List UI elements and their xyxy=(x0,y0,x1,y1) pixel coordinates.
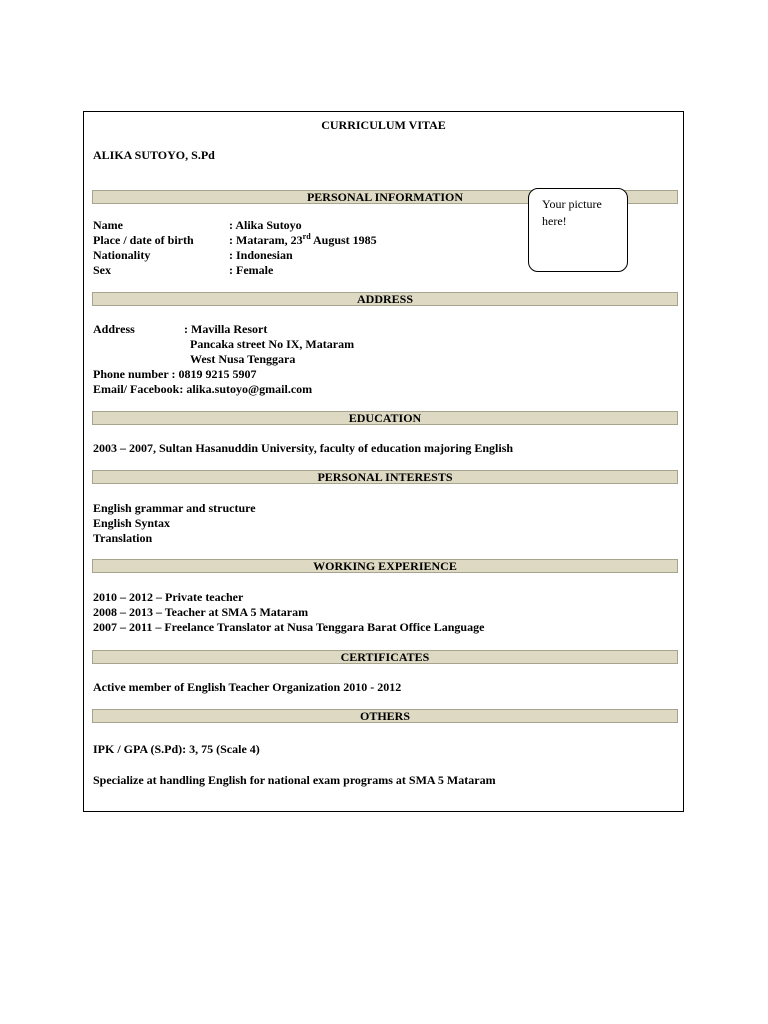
phone-number: Phone number : 0819 9215 5907 xyxy=(93,367,257,381)
section-personal-interests: PERSONAL INTERESTS xyxy=(92,470,678,484)
cv-page xyxy=(83,111,684,812)
sex-label: Sex xyxy=(93,263,111,277)
birth-value-post: August 1985 xyxy=(310,233,377,247)
section-education: EDUCATION xyxy=(92,411,678,425)
nationality-value: : Indonesian xyxy=(229,248,293,262)
name-label: Name xyxy=(93,218,123,232)
experience-item: 2010 – 2012 – Private teacher xyxy=(93,590,244,604)
name-value: : Alika Sutoyo xyxy=(229,218,302,232)
birth-value-pre: : Mataram, 23 xyxy=(229,233,303,247)
others-item-specialize: Specialize at handling English for national exam programs at SMA 5 Mataram xyxy=(93,773,496,787)
photo-placeholder[interactable] xyxy=(528,188,628,272)
section-certificates: CERTIFICATES xyxy=(92,650,678,664)
birth-value xyxy=(229,233,377,248)
address-line-1: : Mavilla Resort xyxy=(184,322,268,336)
section-personal-information: PERSONAL INFORMATION xyxy=(92,190,678,204)
document-title: CURRICULUM VITAE xyxy=(321,118,446,132)
section-address: ADDRESS xyxy=(92,292,678,306)
address-line-3: West Nusa Tenggara xyxy=(190,352,296,366)
address-label: Address xyxy=(93,322,135,336)
email-facebook: Email/ Facebook: alika.sutoyo@gmail.com xyxy=(93,382,313,396)
education-item: 2003 – 2007, Sultan Hasanuddin University, faculty of education majoring English xyxy=(93,441,514,455)
sex-value: : Female xyxy=(229,263,274,277)
birth-value-sup: rd xyxy=(302,232,311,241)
others-item-gpa: IPK / GPA (S.Pd): 3, 75 (Scale 4) xyxy=(93,742,260,756)
nationality-label: Nationality xyxy=(93,248,151,262)
interest-item: English Syntax xyxy=(93,516,171,530)
address-line-2: Pancaka street No IX, Mataram xyxy=(190,337,355,351)
interest-item: Translation xyxy=(93,531,153,545)
section-others: OTHERS xyxy=(92,709,678,723)
personal-name-row xyxy=(93,218,123,233)
experience-item: 2007 – 2011 – Freelance Translator at Nusa Tenggara Barat Office Language xyxy=(93,620,485,634)
photo-placeholder-text: Your picture here! xyxy=(542,197,602,228)
certificate-item: Active member of English Teacher Organization 2010 - 2012 xyxy=(93,680,402,694)
name-header: ALIKA SUTOYO, S.Pd xyxy=(93,148,215,162)
birth-label: Place / date of birth xyxy=(93,233,194,247)
section-working-experience: WORKING EXPERIENCE xyxy=(92,559,678,573)
experience-item: 2008 – 2013 – Teacher at SMA 5 Mataram xyxy=(93,605,309,619)
interest-item: English grammar and structure xyxy=(93,501,256,515)
